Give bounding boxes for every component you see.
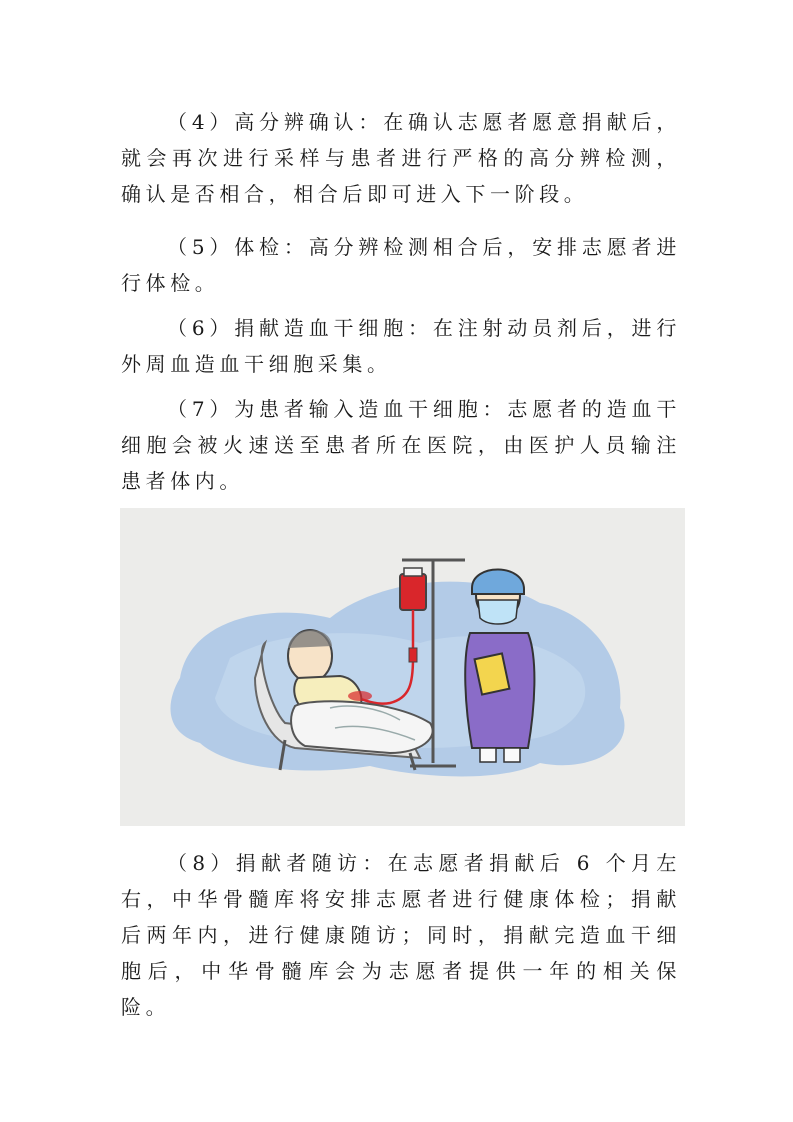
transfusion-illustration bbox=[120, 508, 685, 826]
paragraph-step-6: （6）捐献造血干细胞：在注射动员剂后，进行外周血造血干细胞采集。 bbox=[121, 316, 681, 376]
blood-bag bbox=[400, 574, 426, 610]
paragraph-step-7: （7）为患者输入造血干细胞：志愿者的造血干细胞会被火速送至患者所在医院，由医护人员输注患者体内。 bbox=[121, 397, 681, 493]
paragraph-step-8: （8）捐献者随访：在志愿者捐献后 6 个月左右，中华骨髓库将安排志愿者进行健康体检；捐献后两年内，进行健康随访；同时，捐献完造血干细胞后，中华骨髓库会为志愿者提供一年的相关保险。 bbox=[121, 851, 681, 1019]
illustration-svg bbox=[120, 508, 685, 826]
paragraph-step-5: （5）体检：高分辨检测相合后，安排志愿者进行体检。 bbox=[121, 235, 681, 295]
paragraph-step-4: （4）高分辨确认：在确认志愿者愿意捐献后，就会再次进行采样与患者进行严格的高分辨检测，确认是否相合，相合后即可进入下一阶段。 bbox=[121, 110, 681, 206]
